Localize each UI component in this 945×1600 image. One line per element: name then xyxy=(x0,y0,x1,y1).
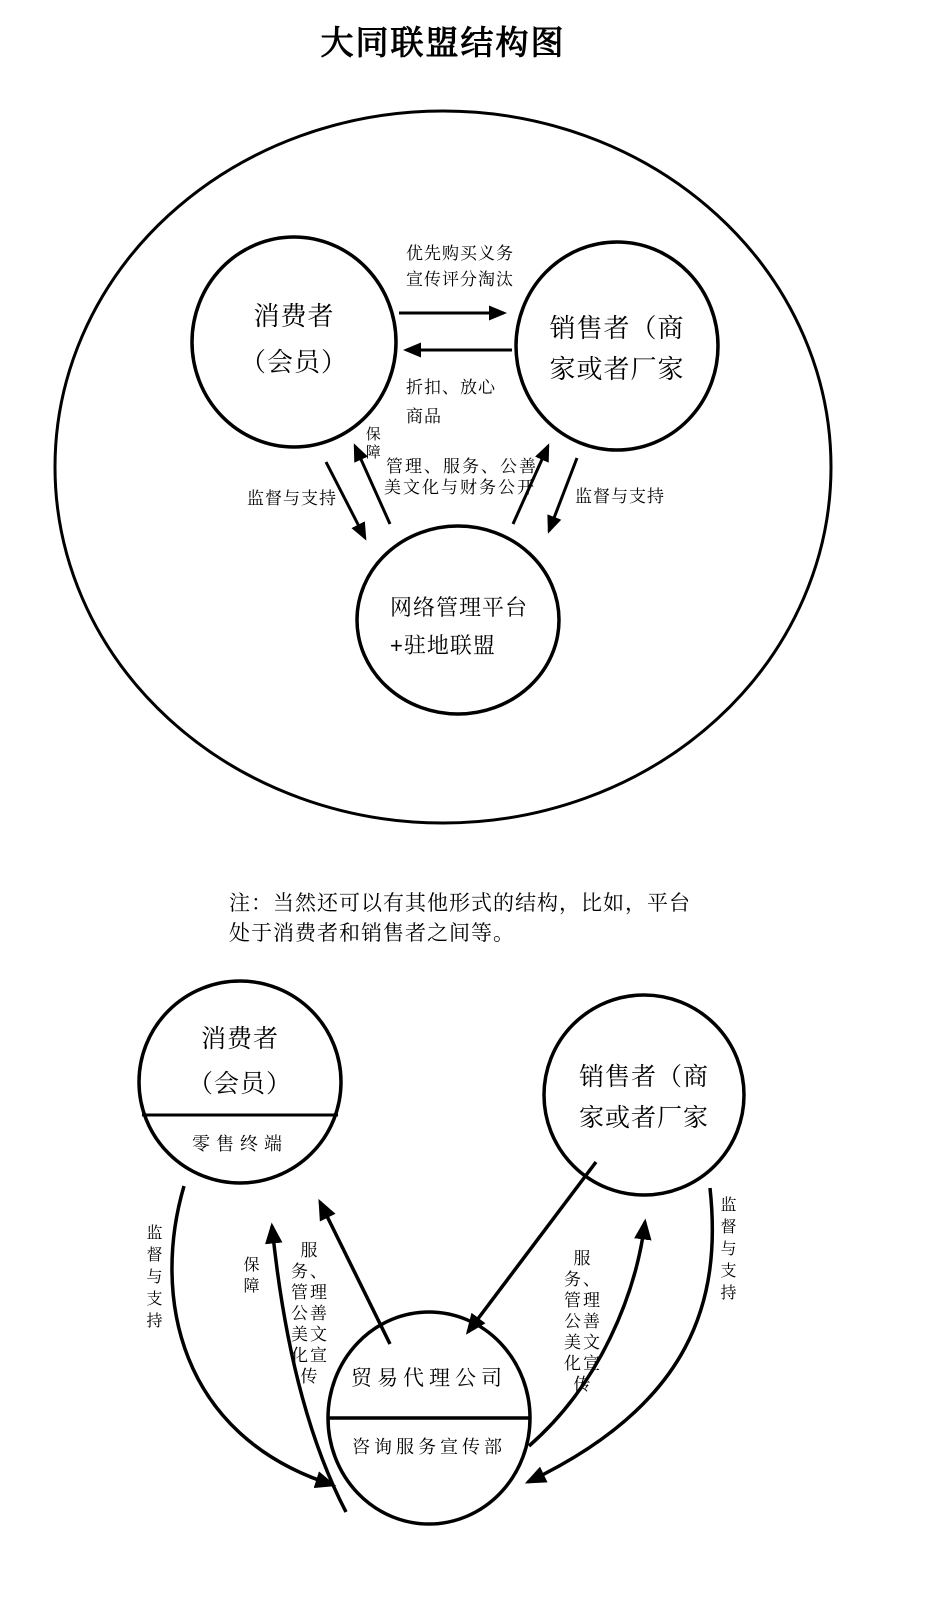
label-right-service: 服务、管理公善美文化宣传 xyxy=(564,1249,602,1394)
agency-name-label: 贸易代理公司 xyxy=(351,1366,507,1390)
platform-line1: 网络管理平台 xyxy=(390,595,529,620)
label-left-supervise-top: 监督与支持 xyxy=(247,489,337,508)
arrow-seller-to-platform xyxy=(549,458,577,531)
note-line1: 注：当然还可以有其他形式的结构，比如，平台 xyxy=(229,891,691,915)
label-priority-purchase: 优先购买义务 xyxy=(406,244,514,263)
consumer-top-line2: （会员） xyxy=(239,347,348,377)
label-guarantee-top: 保障 xyxy=(363,426,380,462)
label-right-supervise-top: 监督与支持 xyxy=(575,487,665,506)
label-right-supervise-bottom: 监督与支持 xyxy=(718,1196,735,1306)
seller-top-line1: 销售者（商 xyxy=(549,313,685,343)
retail-terminal-label: 零售终端 xyxy=(192,1134,288,1154)
seller-top-line2: 家或者厂家 xyxy=(549,354,685,384)
consumer-bottom-line1: 消费者 xyxy=(200,1025,279,1053)
label-manage-line2: 美文化与财务公开 xyxy=(384,478,536,497)
agency-dept-label: 咨询服务宣传部 xyxy=(352,1437,506,1457)
label-left-service: 服务、管理公善美文化宣传 xyxy=(291,1241,329,1386)
arrow-seller-supervise-agency xyxy=(528,1188,712,1482)
label-discount: 折扣、放心 xyxy=(406,378,496,397)
seller-circle-bottom xyxy=(544,995,744,1195)
seller-bottom-line2: 家或者厂家 xyxy=(578,1104,709,1132)
consumer-top-line1: 消费者 xyxy=(253,301,335,331)
platform-line2: +驻地联盟 xyxy=(390,633,496,658)
consumer-circle-top xyxy=(192,237,396,447)
label-left-supervise-bottom: 监督与支持 xyxy=(144,1224,161,1334)
label-manage-line1: 管理、服务、公善 xyxy=(386,457,538,476)
seller-circle-top xyxy=(516,242,718,450)
seller-bottom-line1: 销售者（商 xyxy=(578,1063,709,1091)
label-guarantee-bottom: 保障 xyxy=(241,1256,258,1298)
consumer-bottom-line2: （会员） xyxy=(187,1070,292,1098)
label-goods: 商品 xyxy=(406,407,442,426)
page-title: 大同联盟结构图 xyxy=(320,24,566,61)
note-line2: 处于消费者和销售者之间等。 xyxy=(229,921,515,945)
label-promo-rating: 宣传评分淘汰 xyxy=(406,270,514,289)
